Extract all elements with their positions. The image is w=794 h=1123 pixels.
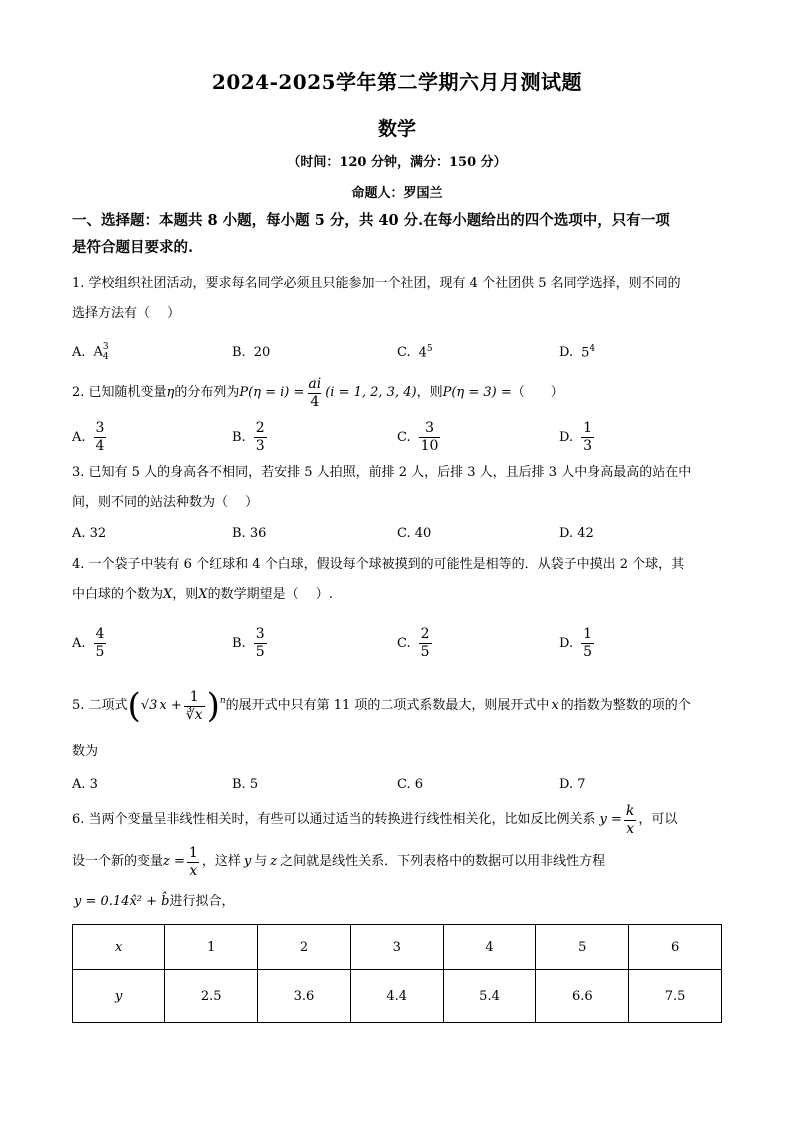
question-4-option-b: B. $\frac{3}{5}$ xyxy=(232,625,265,660)
question-3-option-d: D. 42 xyxy=(559,525,594,541)
question-2-fraction: $\frac{ai}{4}$ xyxy=(308,375,322,410)
table-cell: 5 xyxy=(536,925,629,970)
table-cell: 3 xyxy=(350,925,443,970)
question-2-options xyxy=(72,418,732,456)
exam-info: （时间：120 分钟，满分：150 分） xyxy=(287,155,507,170)
question-2-option-d: D. $\frac{1}{3}$ xyxy=(559,419,593,454)
question-1 xyxy=(72,269,732,329)
table-cell: y xyxy=(73,970,165,1023)
exam-setter: 命题人：罗国兰 xyxy=(351,186,443,201)
question-6-line-2: 设一个新的变量 z = $\frac{1}{x}$ ，这样 y 与 z 之间就是线性关系．下列表格中的数据可以用非线性方程 xyxy=(72,844,606,879)
table-cell: 2 xyxy=(258,925,351,970)
question-5-option-c: C. 6 xyxy=(397,776,424,792)
table-cell: 4.4 xyxy=(350,970,443,1023)
question-5-option-a: A. 3 xyxy=(72,776,98,792)
question-4-options xyxy=(72,623,732,663)
question-2-option-b: B. $\frac{2}{3}$ xyxy=(232,419,265,454)
exam-subject: 数学 xyxy=(377,118,416,140)
section-heading-line-2: 是符合题目要求的. xyxy=(72,239,194,256)
table-cell: x xyxy=(73,925,165,970)
question-3-line-1: 3. 已知有 5 人的身高各不相同，若安排 5 人拍照，前排 2 人，后排 3 人，且后排 3 人中身高最高的站在中 xyxy=(72,465,692,480)
section-heading-1 xyxy=(72,207,732,261)
question-1-options xyxy=(72,337,732,367)
binomial-expression: ( √3 x + $\frac{1}{∛x}$ ) $^n$ xyxy=(127,686,226,726)
question-4-line-2: 中白球的个数为X，则X的数学期望是（ ）. xyxy=(72,587,333,602)
question-4 xyxy=(72,550,732,610)
question-1-option-a: A. A 3 4 xyxy=(72,342,109,362)
exam-title: 2024-2025学年第二学期六月月测试题 xyxy=(211,70,583,94)
table-cell: 1 xyxy=(165,925,258,970)
question-1-option-c: C. $4^5$ xyxy=(397,343,433,361)
table-row xyxy=(73,970,722,1023)
table-cell: 7.5 xyxy=(629,970,722,1023)
question-5-options xyxy=(72,769,732,799)
question-6-line-1: 6. 当两个变量呈非线性相关时，有些可以通过适当的转换进行线性相关化，比如反比例关系 y = $\frac{k}{x}$ ，可以 xyxy=(72,802,678,837)
question-5-option-d: D. 7 xyxy=(559,776,586,792)
question-5-line-2: 数为 xyxy=(72,744,99,759)
question-3-option-a: A. 32 xyxy=(72,525,107,541)
question-6-line-3: y = 0.14x̂² + b̂ 进行拟合， xyxy=(74,894,235,909)
table-cell: 2.5 xyxy=(165,970,258,1023)
table-cell: 6 xyxy=(629,925,722,970)
question-1-line-1: 1. 学校组织社团活动，要求每名同学必须且只能参加一个社团，现有 4 个社团供 5 名同学选择，则不同的 xyxy=(72,276,681,291)
question-4-line-1: 4. 一个袋子中装有 6 个红球和 4 个白球，假设每个球被摸到的可能性是相等的．从袋子中摸出 2 个球，其 xyxy=(72,557,685,572)
table-cell: 3.6 xyxy=(258,970,351,1023)
table-cell: 5.4 xyxy=(443,970,536,1023)
question-3-option-b: B. 36 xyxy=(232,525,267,541)
question-5: 5. 二项式 ( √3 x + $\frac{1}{∛x}$ ) $^n$ 的展开式中只有第 11 项的二项式系数最大，则展开式中 x 的指数为整数的项的个 xyxy=(72,686,691,726)
question-4-option-a: A. $\frac{4}{5}$ xyxy=(72,625,105,660)
question-3-options xyxy=(72,518,732,548)
question-2-option-a: A. $\frac{3}{4}$ xyxy=(72,419,105,454)
question-1-line-2: 选择方法有（ ） xyxy=(72,306,181,321)
question-3-option-c: C. 40 xyxy=(397,525,432,541)
question-3-line-2: 间，则不同的站法种数为（ ） xyxy=(72,495,259,510)
question-1-option-b: B. 20 xyxy=(232,344,271,360)
question-2-option-c: C. $\frac{3}{10}$ xyxy=(397,419,439,454)
table-cell: 6.6 xyxy=(536,970,629,1023)
data-table xyxy=(72,924,722,1023)
question-5-option-b: B. 5 xyxy=(232,776,259,792)
section-heading-line-1: 一、选择题：本题共 8 小题，每小题 5 分，共 40 分.在每小题给出的四个选项中，只有一项 xyxy=(72,212,670,229)
table-cell: 4 xyxy=(443,925,536,970)
question-4-option-d: D. $\frac{1}{5}$ xyxy=(559,625,593,660)
table-row xyxy=(73,925,722,970)
question-4-option-c: C. $\frac{2}{5}$ xyxy=(397,625,430,660)
question-2: 2. 已知随机变量 η 的分布列为 P(η = i) = $\frac{ai}{4}$ (i = 1, 2, 3, 4) ，则 P(η = 3) = （ ） xyxy=(72,375,564,410)
question-3 xyxy=(72,458,732,518)
question-1-option-d: D. $5^4$ xyxy=(559,343,596,361)
